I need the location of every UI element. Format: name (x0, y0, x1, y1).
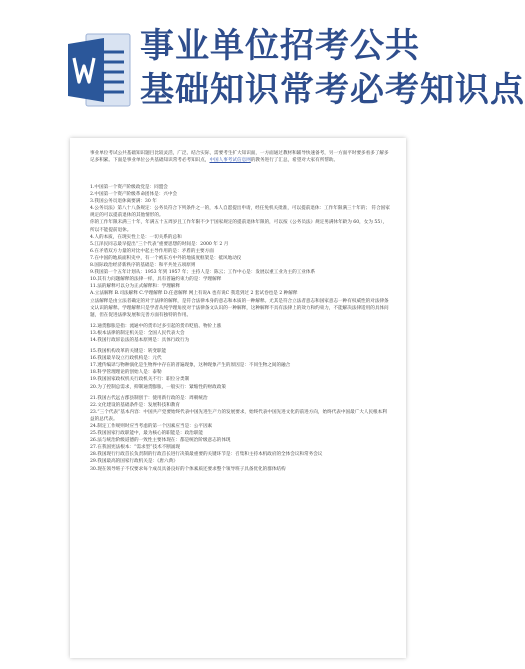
list-item: 4.人的本质，在现实性上是：一切关系的总和 (90, 234, 182, 240)
banner (0, 0, 525, 132)
list-item: 8.国际政治经济新秩序的基础是：和平共处五项原则 (90, 263, 196, 269)
list-item: 10.其有力问题解释的法律一样，具有普遍约束力的是：学理解释 (90, 277, 222, 283)
list-item: 29.我国最高的国家行政机关是：《唐六典》 (90, 459, 178, 465)
list-item: 23.“三个代表”基本内容：中国共产党要始终代表中国先进生产力的发展要求，始终代表中国先进文化的前进方向，始终代表中国最广大人民根本利益的总代表。 (90, 409, 387, 422)
list-item: 14.我国行政诉讼法的基本原则是：具体行政行为 (90, 337, 190, 343)
list-item: 16.我国最早设立行政机构是：元代 (90, 356, 162, 362)
list-item: 15.我国机构改革的关键是：转变职能 (90, 349, 167, 355)
list-item: 9.我国第一个五年计划从：1953 年到 1957 年；主持人是：陈云；工作中心是：发展以重工业为主的工业体系 (90, 270, 316, 276)
list-item: 13.根本法律的制定机关是：全国人民代表大会 (90, 330, 185, 336)
list-item: 28.我国现行行政首长负责制的行政首长进行决策最重要的关键环节是：召集和主持本机政府的全体会议和常务会议 (90, 452, 323, 458)
knowledge-list (90, 184, 390, 473)
list-item: 12.通货膨胀是指：流通中的货币过多引起的货币贬值、物价上涨 (90, 323, 222, 329)
document-page (70, 138, 406, 658)
list-item: 你的工作年限未满三十年，年满五十五周岁且工作年限不少于国家规定的提前退休年限的，可以按《公务员法》规定男满休年龄为 60，女为 55），所以不能提前退休。 (90, 220, 388, 233)
list-item: 19.我国国家政权机关行政机关不行：职位分类制 (90, 377, 190, 383)
list-item: 立法解释是由立法者确定的对于法律的解释，是符合法律本身的意志和本质的一种解释。尤其是符合立法者意志和国家意志一种有权威性的对法律条文认识的解释。学理解释只是学者从纯学理角度对于法律条文认识的一种解释，这种解释不具有法律上的效力和约束力，不能解决法律适用的具体问题，但在促进法律发展和完善方面有独特的作用。 (90, 298, 389, 318)
list-item: 2.中国第一个资产阶级革命团体是：兴中会 (90, 192, 178, 198)
list-item: A.立法解释 B.司法解释 C.学理解释 D.任意解释 网上有说A 也有说C 我选到过 2 套试卷也是 2 种解释 (90, 291, 298, 297)
list-item: 7.在中国的地质面积史中，有一个被东方中外的地质度框架是：抵风地动仪 (90, 255, 242, 261)
list-item: 5.江泽民同志最早提出“三个代表”重要思想的时间是：2000 年 2 月 (90, 241, 229, 247)
list-item: 30.现在领导班子不仅要求每个成员具备良好的个体素质还要求整个领导班子具备优化的群体结构 (90, 466, 286, 472)
list-item: 1.中国第一个资产阶级政党是：同盟会 (90, 185, 168, 190)
list-item: 21.我国古代远古郡县制创于：使用新行政的是：周朝统治 (90, 395, 208, 401)
list-item: 11.法的解释可以分为正式解释和：学理解释 (90, 284, 180, 290)
list-item: 22.文化建设的基础条件是：发展科技和教育 (90, 402, 180, 408)
word-document-icon (64, 30, 134, 110)
intro-text: 事业单位考试公共基础知识题目比较灵活，广泛、结合实际，需要考生扩大知识面，一方面通过教材和辅导快速备考，另一方面平时要多看多了解多记多积累。下面是事业单位公共基础知识常考必考知识点， (90, 151, 389, 164)
intro-tail: 的教务进行了汇总，希望对大家有所帮助。 (250, 158, 339, 164)
list-item: 6.在矛盾双方力量的对比中起主导作用的是：矛盾的主要方面 (90, 248, 214, 254)
list-item: 20.为了控制总需求，抑制通货膨胀，一般实行：紧缩性的财政政策 (90, 384, 226, 390)
list-item: 4.公务员法》第八十八条规定：公务员符合下列条件之一的，本人自愿提出申请，经任免机关批准，可以提前退休：工作年限满三十年的； 符合国家规定的可以提前退休的其他情形的。 (90, 206, 390, 219)
source-link[interactable]: 中国人事考试信息网 (209, 158, 251, 164)
list-item: 17.透传编译与物种演化是生物界中存在的普遍现象，这种现象产生的原因是：不同生物之间的融合 (90, 363, 291, 369)
intro-paragraph (90, 150, 390, 164)
list-item: 27.在我国宪法根本：“需求型”技术不断涌现 (90, 445, 181, 451)
list-item: 24.制定工作规则时应当考虑的第一个因素应当是：公平因素 (90, 424, 213, 429)
list-item: 3.我国公务员退休离要满：30 年 (90, 199, 157, 205)
list-item: 18.科学管理理论的创始人是：泰勒 (90, 370, 162, 376)
document-title-line-2: 基础知识常考必考知识点 (140, 70, 525, 110)
list-item: 25.我国国家行政职能中，最为核心的职能是：政治职能 (90, 431, 203, 437)
document-title-line-1: 事业单位招考公共 (140, 26, 420, 66)
list-item: 26.法与统治阶级道德的一致性主要体现在：都是统治阶级意志的体现 (90, 438, 231, 444)
